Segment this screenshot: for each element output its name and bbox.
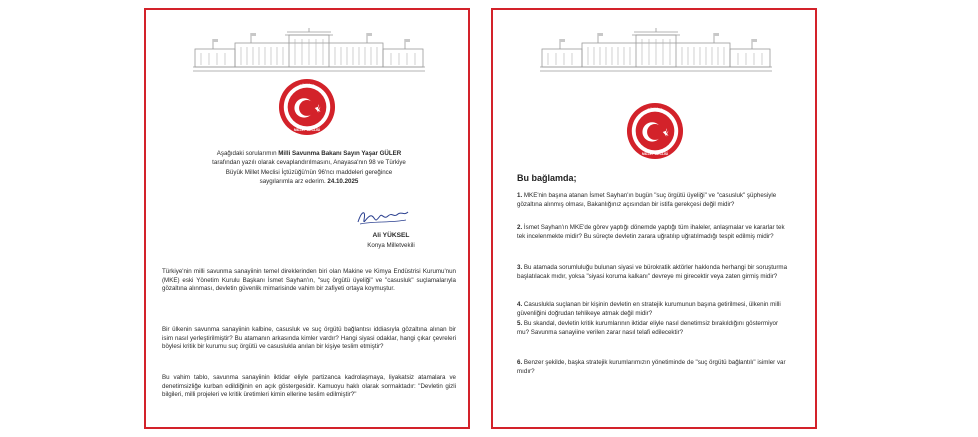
intro-line-3: Büyük Millet Meclisi İçtüzüğü'nün 96'ncı maddeleri gereğince [225,168,393,176]
signer-title: Konya Milletvekili [367,242,415,249]
question-text: Benzer şekilde, başka stratejik kurumlarımızın yönetiminde de "suç örgütü bağlantılı" isimler var mıdır? [517,359,786,375]
question-number: 6. [517,359,523,366]
question-item [517,224,791,241]
addressee: Milli Savunma Bakanı Sayın Yaşar GÜLER [278,150,402,157]
question-text: Bu skandal, devletin kritik kurumlarının iktidar eliyle nasıl denetimsiz bırakıldığını göstermiyor mu? Savunma sanayiine verilen zarar nasıl telafi edilecektir? [517,320,779,336]
section-heading: Bu bağlamda; [517,173,577,183]
tbmm-seal-logo [278,78,336,136]
question-text: MKE'nin başına atanan İsmet Sayhan'ın bugün "suç örgütü üyeliği" ve "casusluk" şüphesiyle gözaltına alınmış olması, Bakanlığınız açısından bir istifa gerekçesi değil midir? [517,192,777,208]
intro-text [168,149,450,187]
parliament-building-image [538,27,774,73]
question-item [517,301,791,318]
intro-date: 24.10.2025 [327,178,359,186]
question-item [517,359,791,376]
handwritten-signature [354,204,414,230]
question-item [517,320,791,337]
letter-page-2 [491,8,817,429]
question-number: 4. [517,301,523,308]
intro-line-2: tarafından yazılı olarak cevaplandırılmasını, Anayasa'nın 98 ve Türkiye [212,159,406,167]
question-text: Bu atamada sorumluluğu bulunan siyasi ve bürokratik aktörler hakkında herhangi bir soruşturma başlatılacak mıdır, yoksa "siyasi koruma kalkanı" devreye mi girecektir veya zaten girmiş midir? [517,264,788,280]
question-number: 2. [517,224,523,231]
question-text: Casuslukla suçlanan bir kişinin devletin en stratejik kurumunun başına getirilmesi, ülkenin milli güvenliğini doğrudan tehlikeye atmak değil midir? [517,301,781,317]
intro-line-4: saygılarımla arz ederim. [259,178,328,186]
question-item [517,264,791,281]
tbmm-seal-logo [626,102,684,160]
question-number: 1. [517,192,523,199]
letter-page-1 [144,8,470,429]
question-text: İsmet Sayhan'ın MKE'de görev yaptığı dönemde yaptığı tüm ihaleler, anlaşmalar ve kararlar tek tek incelenmekte midir? Bu süreçte devletin zarara uğratılıp uğratılmadığı tespit edilmiş midir? [517,224,785,240]
question-number: 5. [517,320,523,327]
parliament-building-image [191,27,427,73]
question-number: 3. [517,264,523,271]
body-paragraph-2: Bir ülkenin savunma sanayiinin kalbine, casusluk ve suç örgütü bağlantısı iddiasıyla gözaltına alınan bir isim nasıl yerleştirilmiştir? Bu atamanın arkasında kimler vardır? Hangi siyasi odaklar, hangi çıkar çevreleri böylesi kritik bir kurumu suç örgütü ve casuslukla anılan bir kişiye teslim etmiştir? [162,326,456,351]
question-item [517,192,791,209]
signer-name: Ali YÜKSEL [372,232,410,239]
body-paragraph-1: Türkiye'nin milli savunma sanayiinin temel direklerinden biri olan Makine ve Kimya Endüstrisi Kurumu'nun (MKE) eski Yönetim Kurulu Başkanı İsmet Sayhan'ın, "suç örgütü üyeliği" ve "casusluk" suçlamalarıyla gözaltına alınması, devletin güvenlik mimarisinde vahim bir zafiyeti ortaya koymuştur. [162,268,456,293]
intro-pre: Aşağıdaki sorularımın [216,150,279,157]
body-paragraph-3: Bu vahim tablo, savunma sanayiinin iktidar eliyle partizanca kadrolaşmaya, liyakatsiz atamalara ve denetimsizliğe kurban edildiğinin en açık göstergesidir. Kamuoyu haklı olarak sormaktadır: "Devletin gizli bilgileri, milli projeleri ve kritik üretimleri kimin ellerine teslim edilmiştir?" [162,374,456,399]
